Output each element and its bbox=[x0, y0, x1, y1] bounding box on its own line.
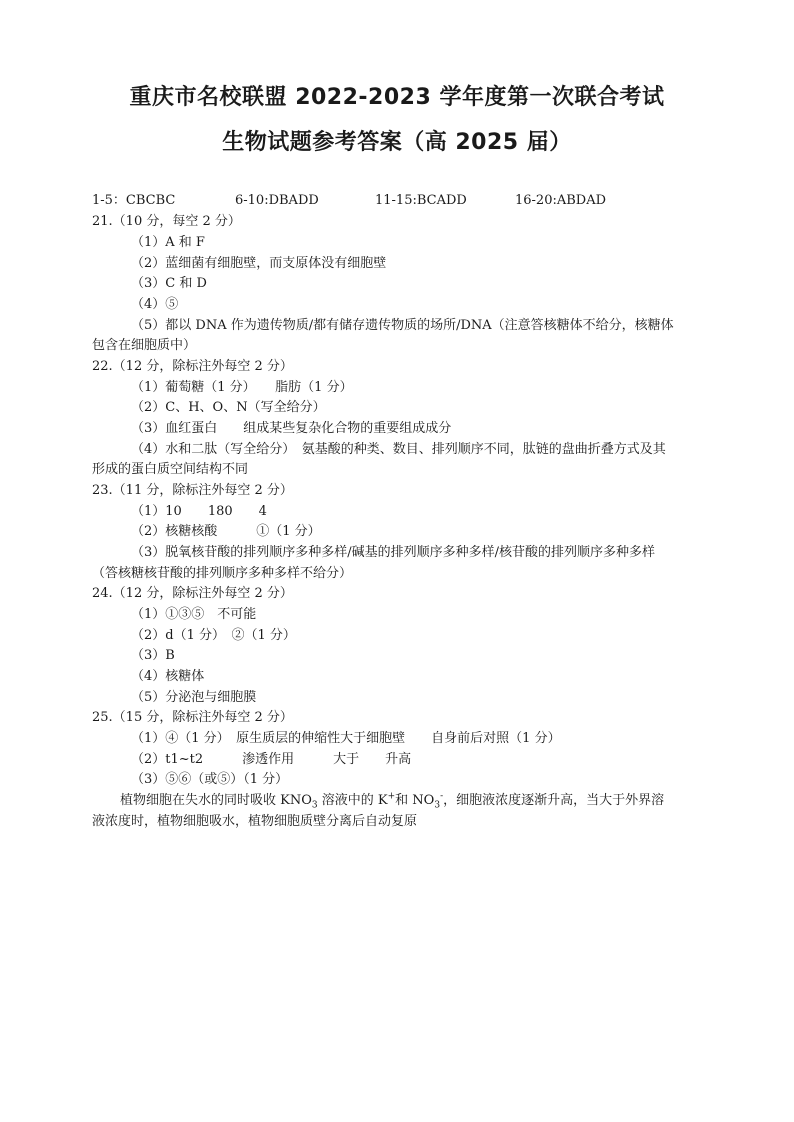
q25-explanation-part: 溶液中的 K bbox=[317, 793, 388, 808]
q24-heading: 24.（12 分，除标注外每空 2 分） bbox=[92, 586, 293, 601]
q21-answer-4: （4）⑤ bbox=[131, 297, 179, 312]
superscript-plus: + bbox=[387, 791, 396, 802]
q23-answer-3-cont: （答核糖核苷酸的排列顺序多种多样不给分） bbox=[92, 566, 353, 581]
q24-answer-5: （5）分泌泡与细胞膜 bbox=[131, 690, 257, 705]
mc-answers-16-20: 16-20:ABDAD bbox=[515, 193, 607, 208]
q21-answer-2: （2）蓝细菌有细胞壁，而支原体没有细胞壁 bbox=[131, 256, 387, 271]
q22-answer-4-cont: 形成的蛋白质空间结构不同 bbox=[92, 462, 249, 477]
q25-explanation bbox=[120, 793, 664, 809]
superscript-minus: - bbox=[440, 791, 444, 802]
q22-answer-1: （1）葡萄糖（1 分） 脂肪（1 分） bbox=[131, 380, 353, 395]
q23-answer-1: （1）10 180 4 bbox=[131, 504, 267, 519]
q23-answer-2: （2）核糖核酸 ①（1 分） bbox=[131, 524, 321, 539]
q25-explanation-part: 和 NO bbox=[395, 793, 435, 808]
q23-heading: 23.（11 分，除标注外每空 2 分） bbox=[92, 483, 293, 498]
q24-answer-1: （1）①③⑤ 不可能 bbox=[131, 607, 257, 622]
q25-heading: 25.（15 分，除标注外每空 2 分） bbox=[92, 710, 293, 725]
q25-explanation-part: 植物细胞在失水的同时吸收 KNO bbox=[120, 793, 312, 808]
subscript-3: 3 bbox=[434, 800, 441, 811]
subscript-3: 3 bbox=[311, 800, 318, 811]
q25-answer-3: （3）⑤⑥（或⑤）（1 分） bbox=[131, 772, 289, 787]
mc-answers-1-5: 1-5：CBCBC bbox=[92, 193, 176, 208]
mc-answers-11-15: 11-15:BCADD bbox=[375, 193, 467, 208]
q22-answer-3: （3）血红蛋白 组成某些复杂化合物的重要组成成分 bbox=[131, 421, 452, 436]
q21-heading: 21.（10 分，每空 2 分） bbox=[92, 214, 241, 229]
q25-answer-2: （2）t1~t2 渗透作用 大于 升高 bbox=[131, 752, 412, 767]
q25-answer-1: （1）④（1 分） 原生质层的伸缩性大于细胞壁 自身前后对照（1 分） bbox=[131, 731, 561, 746]
q25-explanation-cont: 液浓度时，植物细胞吸水，植物细胞质壁分离后自动复原 bbox=[92, 814, 418, 829]
q24-answer-2: （2）d（1 分） ②（1 分） bbox=[131, 628, 296, 643]
q21-answer-3: （3）C 和 D bbox=[131, 276, 207, 291]
q21-answer-5: （5）都以 DNA 作为遗传物质/都有储存遗传物质的场所/DNA（注意答核糖体不给分，核糖体 bbox=[131, 318, 674, 333]
q21-answer-5-cont: 包含在细胞质中） bbox=[92, 338, 197, 353]
q22-answer-4: （4）水和二肽（写全给分） 氨基酸的种类、数目、排列顺序不同，肽链的盘曲折叠方式及其 bbox=[131, 442, 666, 457]
exam-title: 重庆市名校联盟 2022-2023 学年度第一次联合考试 bbox=[129, 85, 665, 110]
q23-answer-3: （3）脱氧核苷酸的排列顺序多种多样/碱基的排列顺序多种多样/核苷酸的排列顺序多种多样 bbox=[131, 545, 656, 560]
mc-answers-6-10: 6-10:DBADD bbox=[235, 193, 319, 208]
q22-heading: 22.（12 分，除标注外每空 2 分） bbox=[92, 359, 293, 374]
q21-answer-1: （1）A 和 F bbox=[131, 235, 205, 250]
q24-answer-3: （3）B bbox=[131, 648, 175, 663]
q22-answer-2: （2）C、H、O、N（写全给分） bbox=[131, 400, 326, 415]
q25-explanation-part: ，细胞液浓度逐渐升高，当大于外界溶 bbox=[443, 793, 665, 808]
answer-key-subtitle: 生物试题参考答案（高 2025 届） bbox=[222, 130, 572, 155]
q24-answer-4: （4）核糖体 bbox=[131, 669, 205, 684]
